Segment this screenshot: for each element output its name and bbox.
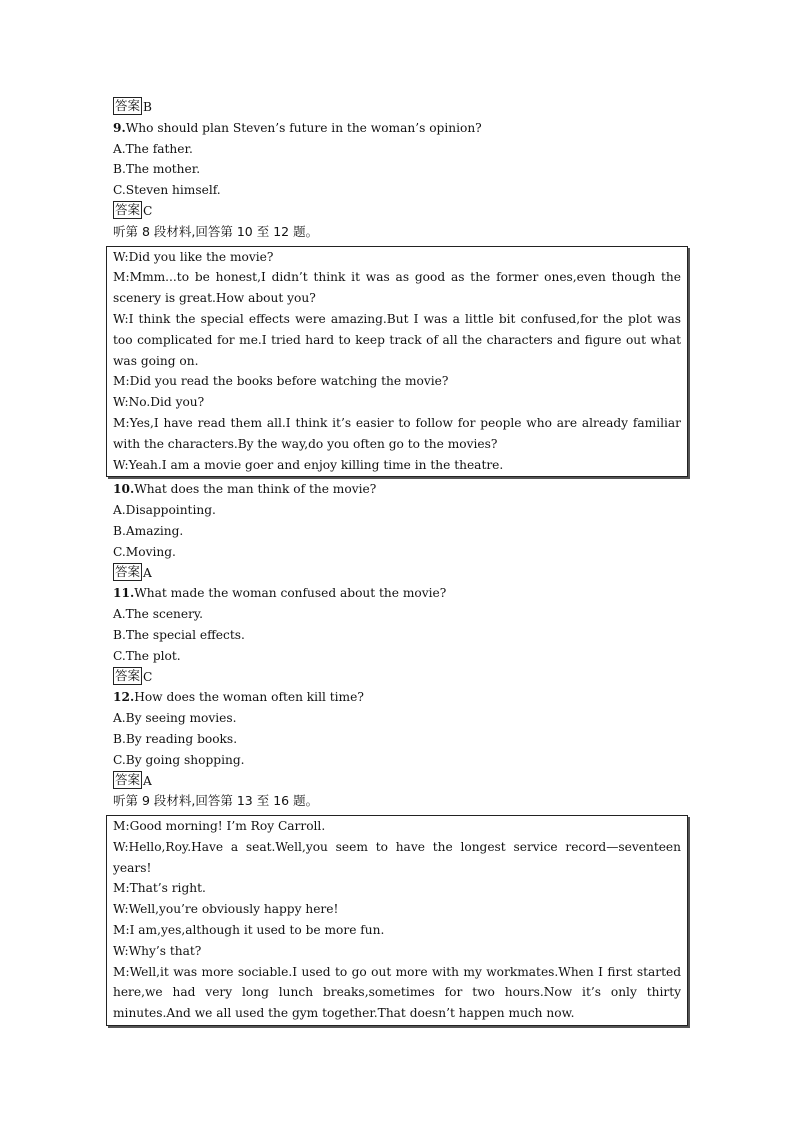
dialogue-turn: W:Hello,Roy.Have a seat.Well,you seem to have the longest service record—seventeen years! [113,839,681,875]
option-b: B.Amazing. [113,523,184,538]
option-a: A.The father. [113,141,193,156]
answer-tag: 答案 [115,563,141,579]
answer-value: B [143,100,152,114]
dialogue-turn: M:Did you read the books before watching the movie? [113,374,449,389]
option-a: A.By seeing movies. [113,711,237,726]
dialogue-turn: M:Mmm...to be honest,I didn’t think it was as good as the former ones,even though the scenery is great.How about you? [113,270,681,306]
dialogue-turn: W:I think the special effects were amazing.But I was a little bit confused,for the plot was too complicated for me.I tried hard to keep track of all the characters and figure out what was going on. [113,311,681,368]
answer-tag: 答案 [115,98,141,113]
answer-line-q9 [113,201,691,222]
option-b: B.The mother. [113,162,201,177]
answer-tag: 答案 [115,771,141,787]
question-number: 10. [113,482,135,497]
option-c: C.The plot. [113,648,181,663]
question-number: 9. [113,120,126,135]
dialogue-turn: W:Why’s that? [113,943,202,958]
option-a: A.Disappointing. [113,503,216,518]
answer-value: C [143,203,153,218]
answer-line-q8 [113,97,691,118]
question-9 [113,118,691,139]
answer-line-q12 [113,771,691,792]
section-9-transcript [106,815,688,1026]
dialogue-turn: W:Yeah.I am a movie goer and enjoy killing time in the theatre. [113,457,504,472]
answer-value: A [143,773,152,788]
option-c: C.By going shopping. [113,752,245,767]
dialogue-turn: M:Yes,I have read them all.I think it’s easier to follow for people who are already familiar with the characters.By the way,do you often go to the movies? [113,415,681,451]
answer-line-q11 [113,667,691,688]
answer-value: C [143,669,153,684]
answer-line-q10 [113,563,691,584]
dialogue-turn: M:I am,yes,although it used to be more fun. [113,923,385,938]
question-12 [113,687,691,708]
question-11 [113,583,691,604]
answer-tag: 答案 [115,667,141,683]
question-10 [113,479,691,500]
section-9-heading: 听第 9 段材料,回答第 13 至 16 题。 [113,793,319,809]
question-number: 11. [113,586,135,601]
option-a: A.The scenery. [113,607,204,622]
question-text: Who should plan Steven’s future in the woman’s opinion? [125,120,482,135]
option-b: B.By reading books. [113,731,238,746]
question-number: 12. [113,690,135,705]
option-c: C.Steven himself. [113,183,221,198]
dialogue-turn: W:Well,you’re obviously happy here! [113,902,339,917]
dialogue-turn: W:Did you like the movie? [113,249,274,264]
answer-value: A [143,565,152,580]
section-8-transcript [106,246,688,478]
question-text: How does the woman often kill time? [134,690,364,705]
question-text: What does the man think of the movie? [134,482,377,497]
answer-tag: 答案 [115,201,141,217]
exam-page [113,97,691,1028]
option-c: C.Moving. [113,544,176,559]
dialogue-turn: M:That’s right. [113,881,206,896]
section-8-heading: 听第 8 段材料,回答第 10 至 12 题。 [113,223,319,239]
dialogue-turn: W:No.Did you? [113,395,205,410]
option-b: B.The special effects. [113,627,245,642]
dialogue-turn: M:Well,it was more sociable.I used to go out more with my workmates.When I first started here,we had very long lunch breaks,sometimes for two hours.Now it’s only thirty minutes.And we all used the gym together.That doesn’t happen much now. [113,964,681,1021]
question-text: What made the woman confused about the movie? [134,586,447,601]
dialogue-turn: M:Good morning! I’m Roy Carroll. [113,819,326,834]
